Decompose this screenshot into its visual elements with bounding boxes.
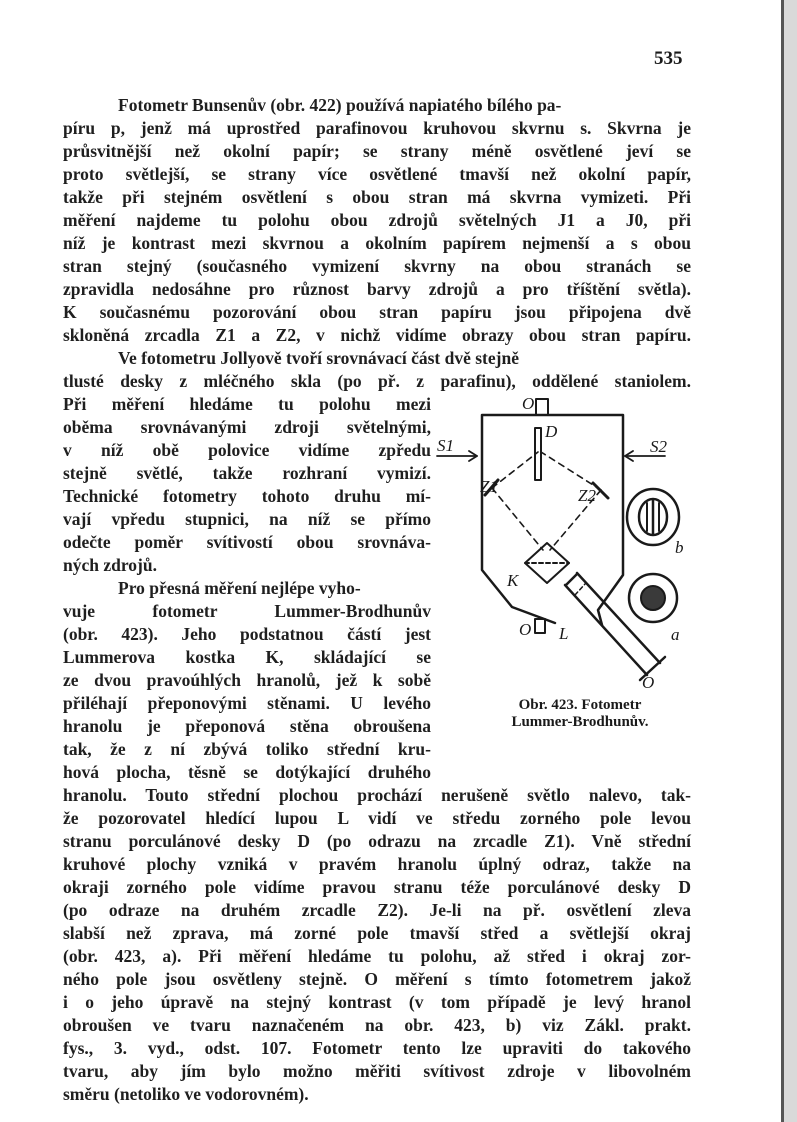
text-line: stran stejný (současného vymizení skvrny na obou stranách se <box>63 256 691 276</box>
text-line: fys., 3. vyd., odst. 107. Fotometr tento lze upraviti do takového <box>63 1038 691 1058</box>
label-z2: Z2 <box>578 486 596 505</box>
text-line: tlusté desky z mléčného skla (po př. z parafinu), oddělené staniolem. <box>63 371 691 391</box>
text-line: vuje fotometr Lummer-Brodhunův <box>63 601 431 621</box>
text-line: že pozorovatel hledící lupou L vidí ve středu zorného pole levou <box>63 808 691 828</box>
label-o-bottom: O <box>519 620 532 639</box>
text-line: ných zdrojů. <box>63 555 157 575</box>
text-line: odečte poměr svítivostí obou srovnáva- <box>63 532 431 552</box>
text-line: i o jeho úpravě na stejný kontrast (v tom případě je levý hranol <box>63 992 691 1012</box>
page-edge-shadow <box>781 0 797 1122</box>
label-a: a <box>671 625 680 644</box>
label-k: K <box>507 571 519 590</box>
text-line: přiléhají přeponovými stěnami. U levého <box>63 693 431 713</box>
figure-caption-line2: Lummer-Brodhunův. <box>511 714 649 730</box>
text-line: stejně světlé, takže rozhraní vymizí. <box>63 463 431 483</box>
text-line: níž je kontrast mezi skvrnou a okolním papírem nejmenší a s obou <box>63 233 691 253</box>
text-line: Technické fotometry tohoto druhu mí- <box>63 486 431 506</box>
text-line: oběma srovnávanými zdroji světelnými, <box>63 417 431 437</box>
text-line: měření najdeme tu polohu obou zdrojů světelných J1 a J0, při <box>63 210 691 230</box>
text-line: takže při stejném osvětlení s obou stran má skvrna vymizeti. Při <box>63 187 691 207</box>
text-line: vají vpředu stupnici, na níž se přímo <box>63 509 431 529</box>
text-line: ného pole jsou osvětleny stejně. O měření s tímto fotometrem jakož <box>63 969 691 989</box>
text-line: (obr. 423). Jeho podstatnou částí jest <box>63 624 431 644</box>
text-line: K současnému pozorování obou stran papíru jsou připojena dvě <box>63 302 691 322</box>
text-line: průsvitnější než okolní papír; se strany méně osvětlené jeví se <box>63 141 691 161</box>
page-number: 535 <box>654 48 683 69</box>
text-line: okraji zorného pole vidíme pravou stranu téže porculánové desky D <box>63 877 691 897</box>
text-line: Při měření hledáme tu polohu mezi <box>63 394 431 414</box>
text-line: skloněná zrcadla Z1 a Z2, v nichž vidíme obrazy obou stran papíru. <box>63 325 691 345</box>
text-line: Ve fotometru Jollyově tvoří srovnávací část dvě stejně <box>118 348 519 368</box>
text-line: Fotometr Bunsenův (obr. 422) používá napiatého bílého pa- <box>118 95 562 115</box>
text-line: obroušen ve tvaru naznačeném na obr. 423, b) viz Zákl. prakt. <box>63 1015 691 1035</box>
text-line: kruhové plochy vzniká v pravém hranolu úplný odraz, takže na <box>63 854 691 874</box>
label-s1: S1 <box>437 436 454 455</box>
disc-b <box>627 489 679 545</box>
label-s2: S2 <box>650 437 667 456</box>
text-line: (obr. 423, a). Při měření hledáme tu polohu, až střed i okraj zor- <box>63 946 691 966</box>
lummer-cube <box>525 543 569 583</box>
label-l: L <box>559 624 569 643</box>
housing-outline <box>482 415 623 625</box>
top-peg <box>536 399 548 415</box>
photometer-diagram <box>425 385 695 695</box>
label-o-tube: O <box>642 673 655 692</box>
text-line: píru p, jenž má uprostřed parafinovou kruhovou skvrnu s. Skvrna je <box>63 118 691 138</box>
disc-a <box>629 574 677 622</box>
label-d: D <box>545 422 558 441</box>
text-line: Pro přesná měření nejlépe vyho- <box>118 578 361 598</box>
label-z1: Z1 <box>480 477 498 496</box>
text-line: hranolu je přeponová stěna obroušena <box>63 716 431 736</box>
label-o-top: O <box>522 394 535 413</box>
text-line: Lummerova kostka K, skládající se <box>63 647 431 667</box>
text-line: v níž obě polovice vidíme zpředu <box>63 440 431 460</box>
text-line: hranolu. Touto střední plochou prochází nerušeně světlo nalevo, tak- <box>63 785 691 805</box>
text-line: proto světlejší, se strany více osvětlené tmavší než okolní papír, <box>63 164 691 184</box>
text-line: tvaru, aby jím bylo možno měřiti svítivost zdroje v libovolném <box>63 1061 691 1081</box>
text-line: slabší než zprava, má zorné pole tmavší střed a světlejší okraj <box>63 923 691 943</box>
text-line: zpravidla nedosáhne pro různost barvy zdrojů a pro tříštění světla). <box>63 279 691 299</box>
text-line: stranu porculánové desky D (po odrazu na zrcadle Z1). Vně střední <box>63 831 691 851</box>
text-line: ze dvou pravoúhlých hranolů, jež k sobě <box>63 670 431 690</box>
label-b: b <box>675 538 684 557</box>
text-line: tak, že z ní zbývá toliko střední kru- <box>63 739 431 759</box>
figure-caption-line1: Obr. 423. Fotometr <box>518 697 642 713</box>
text-line: (po odraze na druhém zrcadle Z2). Je-li na př. osvětlení zleva <box>63 900 691 920</box>
text-line: hová plocha, těsně se dotýkající druhého <box>63 762 431 782</box>
text-line: směru (netoliko ve vodorovném). <box>63 1084 309 1104</box>
bottom-peg <box>535 619 545 633</box>
